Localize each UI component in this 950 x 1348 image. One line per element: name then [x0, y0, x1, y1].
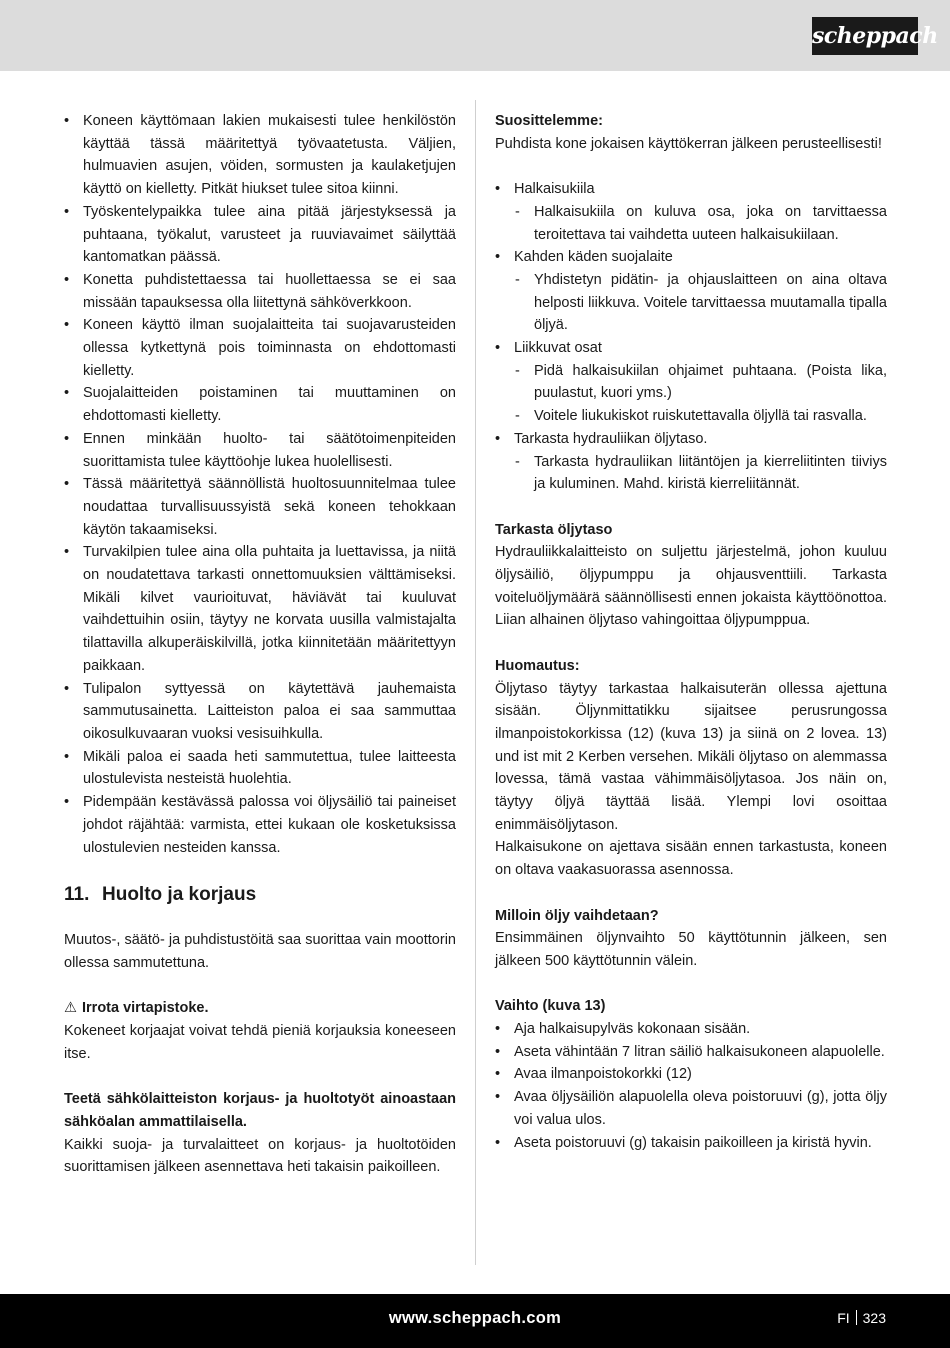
sub-list-item: - Tarkasta hydrauliikan liitäntöjen ja kierreliitinten tiiviys ja kuluminen. Mahd. kiristä kierreliitännät.	[514, 451, 887, 496]
list-item: • Pidempään kestävässä palossa voi öljysäiliö tai paineiset johdot räjähtää: varmista, ettei kukaan ole kosketuksissa ulostulevien nesteiden kanssa.	[64, 791, 456, 859]
list-item: • Aja halkaisupylväs kokonaan sisään.	[495, 1018, 887, 1041]
sub-list	[514, 201, 887, 246]
list-item: • Ennen minkään huolto- tai säätötoimenpiteiden suorittamista tulee käyttöohje lukea huolellisesti.	[64, 428, 456, 473]
scheppach-logo: scheppach	[812, 17, 918, 55]
procedure-heading: Vaihto (kuva 13)	[495, 998, 606, 1015]
sub-list	[514, 451, 887, 496]
list-item: • Tarkasta hydrauliikan öljytaso. - Tarkasta hydrauliikan liitäntöjen ja kierreliitinten tiiviys ja kuluminen. Mahd. kiristä kierreliitännät.	[495, 428, 887, 496]
note-paragraph: Öljytaso täytyy tarkastaa halkaisuterän ollessa ajettuna sisään. Öljynmittatikku sijaitsee perusrungossa ilmanpoistokorkissa (12) (kuva 13) ja siinä on 2 lovea. 13) und ist mit 2 Kerben versehen. Mikäli öljytaso on alemmassa lovessa, tämä vastaa vähimmäisöljytasoa. Jos näin on, täytyy öljyä täyttää lisää. Ylempi lovi osoittaa enimmäisöljytason.	[495, 680, 887, 833]
list-item: • Avaa öljysäiliön alapuolella oleva poistoruuvi (g), jotta öljy voi valua ulos.	[495, 1086, 887, 1131]
sub-list-item: - Voitele liukukiskot ruiskutettavalla öljyllä tai rasvalla.	[514, 405, 887, 428]
oil-change-paragraph: Ensimmäinen öljynvaihto 50 käyttötunnin jälkeen, sen jälkeen 500 käyttötunnin välein.	[495, 930, 887, 969]
intro-paragraph: Muutos-, säätö- ja puhdistustöitä saa suorittaa vain moottorin ollessa sammutettuna.	[64, 932, 456, 971]
sub-list	[514, 360, 887, 428]
list-item: • Aseta poistoruuvi (g) takaisin paikoilleen ja kiristä hyvin.	[495, 1132, 887, 1155]
note-heading: Huomautus:	[495, 657, 580, 674]
warning-icon: ⚠	[64, 1000, 77, 1017]
list-item: • Avaa ilmanpoistokorkki (12)	[495, 1063, 887, 1086]
list-item: • Tässä määritettyä säännöllistä huoltosuunnitelmaa tulee noudattaa turvallisuussyistä sekä koneen tehokkaan käytön takaamiseksi.	[64, 473, 456, 541]
maintenance-parts-list	[495, 178, 887, 496]
list-item: • Halkaisukiila - Halkaisukiila on kuluva osa, joka on tarvittaessa teroitettava tai vaihdetta uuteen halkaisukiilaan.	[495, 178, 887, 246]
sub-list-item: - Pidä halkaisukiilan ohjaimet puhtaana. (Poista lika, puulastut, kuori yms.)	[514, 360, 887, 405]
page-footer	[0, 1294, 950, 1348]
recommend-paragraph: Puhdista kone jokaisen käyttökerran jälkeen perusteellisesti!	[495, 135, 882, 152]
safety-list	[64, 110, 456, 859]
footer-url: www.scheppach.com	[388, 1309, 562, 1327]
oil-change-heading: Milloin öljy vaihdetaan?	[495, 907, 659, 924]
procedure-list	[495, 1018, 887, 1154]
section-heading	[64, 883, 456, 907]
electrical-heading: Teetä sähkölaitteiston korjaus- ja huoltotyöt ainoastaan sähköalan ammattilaisella.	[64, 1091, 456, 1130]
recommend-heading: Suosittelemme:	[495, 113, 603, 129]
list-item: • Turvakilpien tulee aina olla puhtaita ja luettavissa, ja niitä on noudatettava tarkasti onnettomuuksien välttämiseksi. Mikäli kilvet vaurioituvat, häviävät tai kuuluvat vaihdettuihin osiin, täytyy ne korvata uusilla valmistajalta tilattavilla alkuperäiskilvillä, jotka kiinnitetään määritettyyn paikkaan.	[64, 541, 456, 677]
list-item: • Koneen käyttömaan lakien mukaisesti tulee henkilöstön käyttää tässä määritettyä työvaatetusta. Väljien, hulmuavien asujen, vöiden, sormusten ja kaulaketjujen käyttö on kielletty. Pitkät hiukset tulee sitoa kiinni.	[64, 110, 456, 201]
separator	[856, 1310, 857, 1325]
page-number-value: 323	[862, 1310, 886, 1326]
list-item: • Liikkuvat osat - Pidä halkaisukiilan ohjaimet puhtaana. (Poista lika, puulastut, kuori yms.) - Voitele liukukiskot ruiskutettavalla öljyllä tai rasvalla.	[495, 337, 887, 428]
page-number	[837, 1294, 886, 1342]
list-item: • Tulipalon syttyessä on käytettävä jauhemaista sammutusainetta. Laitteiston paloa ei saa sammuttaa oikosulkuvaaran vuoksi vesisuihkulla.	[64, 678, 456, 746]
list-item: • Konetta puhdistettaessa tai huollettaessa se ei saa missään tapauksessa olla liitettynä sähköverkkoon.	[64, 269, 456, 314]
list-item: • Aseta vähintään 7 litran säiliö halkaisukoneen alapuolelle.	[495, 1041, 887, 1064]
list-item: • Työskentelypaikka tulee aina pitää järjestyksessä ja puhtaana, työkalut, varusteet ja ruuviavaimet säilyttää kantomatkan päässä.	[64, 201, 456, 269]
list-item: • Suojalaitteiden poistaminen tai muuttaminen on ehdottomasti kielletty.	[64, 382, 456, 427]
language-code: FI	[837, 1310, 850, 1326]
section-number: 11.	[64, 884, 90, 906]
note-paragraph-2: Halkaisukone on ajettava sisään ennen tarkastusta, koneen on oltava vaakasuorassa asennossa.	[495, 839, 887, 879]
oil-heading: Tarkasta öljytaso	[495, 521, 613, 538]
sub-list-item: - Halkaisukiila on kuluva osa, joka on tarvittaessa teroitettava tai vaihdetta uuteen halkaisukiilaan.	[514, 201, 887, 246]
sub-list	[514, 269, 887, 337]
list-item: • Mikäli paloa ei saada heti sammutettua, tulee laitteesta ulostulevista nesteistä huolehtia.	[64, 746, 456, 791]
warning-heading: ⚠ Irrota virtapistoke.	[64, 997, 456, 1020]
list-item: • Kahden käden suojalaite - Yhdistetyn pidätin- ja ohjauslaitteen on aina oltava helposti liikkuva. Voitele tarvittaessa muutamalla tipalla öljyä.	[495, 246, 887, 337]
left-column	[64, 110, 456, 1179]
section-title: Huolto ja korjaus	[102, 884, 257, 906]
right-column	[495, 110, 887, 1154]
column-divider	[475, 100, 476, 1265]
warning-paragraph: Kokeneet korjaajat voivat tehdä pieniä korjauksia koneeseen itse.	[64, 1023, 456, 1062]
page-header	[0, 0, 950, 71]
sub-list-item: - Yhdistetyn pidätin- ja ohjauslaitteen on aina oltava helposti liikkuva. Voitele tarvittaessa muutamalla tipalla öljyä.	[514, 269, 887, 337]
electrical-paragraph: Kaikki suoja- ja turvalaitteet on korjaus- ja huoltotöiden suorittamisen jälkeen asennettava heti takaisin paikoilleen.	[64, 1136, 456, 1176]
oil-paragraph: Hydrauliikkalaitteisto on suljettu järjestelmä, johon kuuluu öljysäiliö, öljypumppu ja ohjausventtiili. Tarkasta voiteluöljymäärä säännöllisesti ennen jokaista käyttöönottoa. Liian alhainen öljytaso vahingoittaa öljypumppua.	[495, 544, 887, 629]
list-item: • Koneen käyttö ilman suojalaitteita tai suojavarusteiden ollessa kytkettynä pois toiminnasta on ehdottomasti kielletty.	[64, 314, 456, 382]
